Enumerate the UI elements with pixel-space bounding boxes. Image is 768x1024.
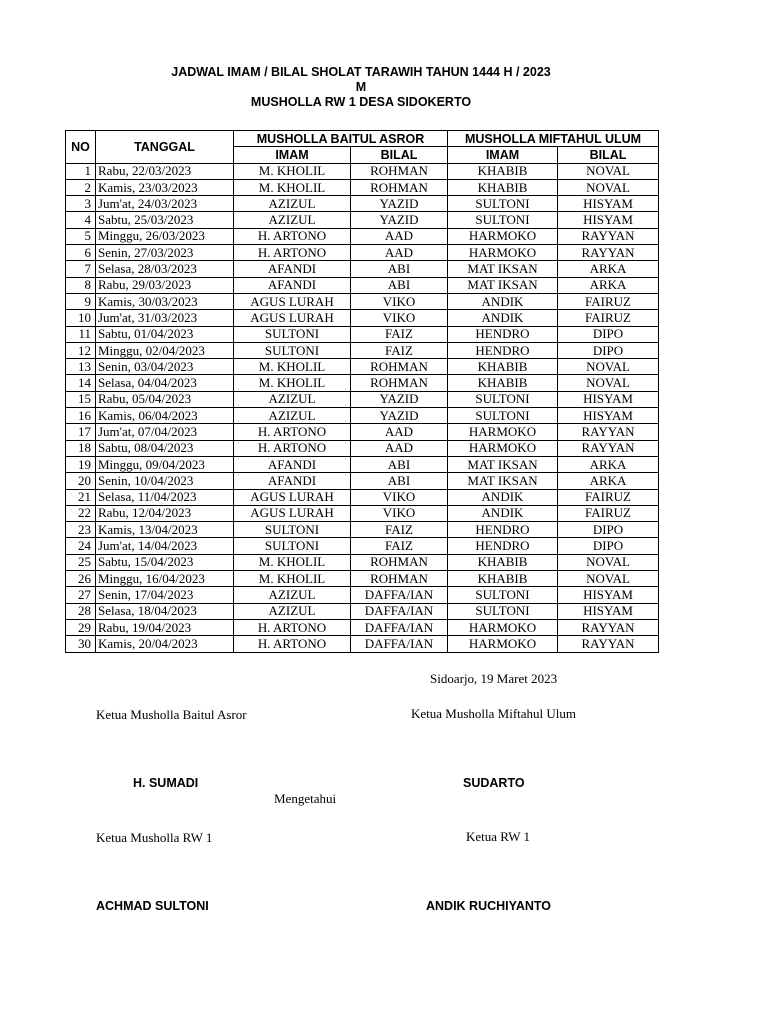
cell-imam-baitul-asror: H. ARTONO [234,440,351,456]
cell-bilal-miftahul-ulum: NOVAL [558,571,659,587]
cell-tanggal: Kamis, 23/03/2023 [96,179,234,195]
cell-bilal-baitul-asror: AAD [351,440,448,456]
cell-no: 13 [66,359,96,375]
cell-imam-baitul-asror: AZIZUL [234,212,351,228]
group-header-miftahul-ulum: MUSHOLLA MIFTAHUL ULUM [448,131,659,147]
schedule-body [66,163,659,652]
cell-imam-baitul-asror: SULTONI [234,522,351,538]
cell-imam-miftahul-ulum: HARMOKO [448,245,558,261]
cell-tanggal: Jum'at, 31/03/2023 [96,310,234,326]
cell-bilal-miftahul-ulum: NOVAL [558,359,659,375]
cell-imam-baitul-asror: H. ARTONO [234,619,351,635]
cell-imam-baitul-asror: AGUS LURAH [234,505,351,521]
cell-tanggal: Rabu, 29/03/2023 [96,277,234,293]
cell-tanggal: Selasa, 11/04/2023 [96,489,234,505]
table-row [66,587,659,603]
table-row [66,440,659,456]
table-row [66,293,659,309]
cell-imam-miftahul-ulum: MAT IKSAN [448,261,558,277]
cell-imam-miftahul-ulum: KHABIB [448,375,558,391]
column-header-imam-2: IMAM [448,147,558,163]
cell-bilal-miftahul-ulum: HISYAM [558,603,659,619]
cell-bilal-miftahul-ulum: NOVAL [558,375,659,391]
cell-bilal-miftahul-ulum: FAIRUZ [558,310,659,326]
cell-no: 17 [66,424,96,440]
cell-bilal-miftahul-ulum: FAIRUZ [558,293,659,309]
table-row [66,489,659,505]
cell-imam-baitul-asror: M. KHOLIL [234,554,351,570]
cell-imam-baitul-asror: SULTONI [234,538,351,554]
cell-imam-baitul-asror: AFANDI [234,473,351,489]
cell-tanggal: Senin, 17/04/2023 [96,587,234,603]
table-row [66,522,659,538]
cell-bilal-miftahul-ulum: ARKA [558,261,659,277]
cell-imam-miftahul-ulum: MAT IKSAN [448,277,558,293]
signer-name-miftahul-ulum: SUDARTO [463,776,525,790]
cell-no: 22 [66,505,96,521]
table-row [66,473,659,489]
cell-imam-miftahul-ulum: HARMOKO [448,636,558,652]
cell-tanggal: Minggu, 09/04/2023 [96,456,234,472]
cell-imam-baitul-asror: AGUS LURAH [234,310,351,326]
document-subtitle: MUSHOLLA RW 1 DESA SIDOKERTO [250,95,472,109]
cell-imam-baitul-asror: AZIZUL [234,408,351,424]
cell-imam-miftahul-ulum: HENDRO [448,342,558,358]
column-header-tanggal: TANGGAL [96,131,234,164]
cell-bilal-baitul-asror: AAD [351,424,448,440]
cell-imam-baitul-asror: SULTONI [234,326,351,342]
cell-tanggal: Minggu, 02/04/2023 [96,342,234,358]
cell-no: 28 [66,603,96,619]
signer-title-baitul-asror: Ketua Musholla Baitul Asror [96,707,247,722]
cell-bilal-miftahul-ulum: DIPO [558,538,659,554]
cell-imam-baitul-asror: AZIZUL [234,587,351,603]
cell-tanggal: Kamis, 13/04/2023 [96,522,234,538]
cell-bilal-baitul-asror: VIKO [351,310,448,326]
cell-imam-baitul-asror: AFANDI [234,261,351,277]
table-row [66,277,659,293]
cell-bilal-miftahul-ulum: ARKA [558,277,659,293]
table-row [66,391,659,407]
cell-bilal-baitul-asror: ROHMAN [351,571,448,587]
table-row [66,456,659,472]
cell-imam-miftahul-ulum: HENDRO [448,522,558,538]
table-row [66,375,659,391]
cell-imam-miftahul-ulum: SULTONI [448,212,558,228]
cell-no: 1 [66,163,96,179]
cell-imam-baitul-asror: M. KHOLIL [234,375,351,391]
cell-bilal-miftahul-ulum: RAYYAN [558,228,659,244]
place-date: Sidoarjo, 19 Maret 2023 [430,671,558,686]
document-title: JADWAL IMAM / BILAL SHOLAT TARAWIH TAHUN 1444 H / 2023 [171,65,551,79]
cell-tanggal: Kamis, 06/04/2023 [96,408,234,424]
cell-imam-baitul-asror: SULTONI [234,342,351,358]
cell-no: 27 [66,587,96,603]
cell-imam-miftahul-ulum: ANDIK [448,310,558,326]
cell-bilal-baitul-asror: DAFFA/IAN [351,636,448,652]
cell-bilal-baitul-asror: AAD [351,228,448,244]
cell-no: 15 [66,391,96,407]
cell-bilal-miftahul-ulum: NOVAL [558,554,659,570]
cell-imam-baitul-asror: AFANDI [234,456,351,472]
cell-tanggal: Jum'at, 24/03/2023 [96,196,234,212]
cell-bilal-miftahul-ulum: DIPO [558,522,659,538]
table-row [66,571,659,587]
cell-tanggal: Jum'at, 14/04/2023 [96,538,234,554]
cell-no: 2 [66,179,96,195]
cell-bilal-baitul-asror: VIKO [351,505,448,521]
cell-imam-baitul-asror: AZIZUL [234,196,351,212]
cell-bilal-baitul-asror: ABI [351,277,448,293]
cell-no: 14 [66,375,96,391]
cell-bilal-miftahul-ulum: NOVAL [558,179,659,195]
schedule-table [65,130,659,653]
cell-no: 20 [66,473,96,489]
signer-name-rw: ANDIK RUCHIYANTO [426,899,552,913]
column-header-bilal-2: BILAL [558,147,659,163]
signer-title-miftahul-ulum: Ketua Musholla Miftahul Ulum [411,706,577,721]
cell-bilal-baitul-asror: YAZID [351,391,448,407]
cell-imam-miftahul-ulum: ANDIK [448,489,558,505]
table-row [66,326,659,342]
cell-tanggal: Sabtu, 15/04/2023 [96,554,234,570]
document-title-suffix: M [355,80,367,94]
cell-bilal-baitul-asror: FAIZ [351,522,448,538]
cell-bilal-miftahul-ulum: HISYAM [558,408,659,424]
table-row [66,163,659,179]
cell-no: 4 [66,212,96,228]
cell-bilal-miftahul-ulum: DIPO [558,342,659,358]
table-row [66,228,659,244]
cell-no: 6 [66,245,96,261]
cell-imam-baitul-asror: H. ARTONO [234,636,351,652]
cell-imam-baitul-asror: AFANDI [234,277,351,293]
cell-tanggal: Selasa, 28/03/2023 [96,261,234,277]
cell-bilal-baitul-asror: FAIZ [351,538,448,554]
table-row [66,603,659,619]
cell-bilal-miftahul-ulum: DIPO [558,326,659,342]
table-row [66,619,659,635]
cell-no: 10 [66,310,96,326]
cell-imam-miftahul-ulum: HARMOKO [448,228,558,244]
cell-tanggal: Kamis, 30/03/2023 [96,293,234,309]
cell-imam-baitul-asror: AZIZUL [234,603,351,619]
cell-tanggal: Sabtu, 08/04/2023 [96,440,234,456]
cell-bilal-baitul-asror: ROHMAN [351,359,448,375]
cell-imam-miftahul-ulum: HENDRO [448,326,558,342]
cell-imam-miftahul-ulum: KHABIB [448,571,558,587]
table-row [66,636,659,652]
cell-imam-miftahul-ulum: HENDRO [448,538,558,554]
cell-tanggal: Rabu, 12/04/2023 [96,505,234,521]
cell-bilal-miftahul-ulum: HISYAM [558,212,659,228]
cell-tanggal: Kamis, 20/04/2023 [96,636,234,652]
table-row [66,196,659,212]
cell-bilal-miftahul-ulum: ARKA [558,456,659,472]
cell-no: 16 [66,408,96,424]
cell-tanggal: Senin, 27/03/2023 [96,245,234,261]
cell-imam-miftahul-ulum: KHABIB [448,163,558,179]
table-row [66,212,659,228]
cell-imam-baitul-asror: H. ARTONO [234,424,351,440]
table-row [66,179,659,195]
cell-tanggal: Selasa, 04/04/2023 [96,375,234,391]
table-row [66,359,659,375]
cell-bilal-miftahul-ulum: RAYYAN [558,440,659,456]
cell-no: 5 [66,228,96,244]
cell-tanggal: Senin, 10/04/2023 [96,473,234,489]
cell-imam-miftahul-ulum: ANDIK [448,505,558,521]
cell-bilal-miftahul-ulum: HISYAM [558,196,659,212]
cell-bilal-miftahul-ulum: HISYAM [558,391,659,407]
cell-no: 25 [66,554,96,570]
cell-bilal-baitul-asror: DAFFA/IAN [351,603,448,619]
cell-imam-miftahul-ulum: HARMOKO [448,440,558,456]
cell-no: 30 [66,636,96,652]
cell-imam-miftahul-ulum: ANDIK [448,293,558,309]
cell-imam-miftahul-ulum: HARMOKO [448,424,558,440]
cell-no: 12 [66,342,96,358]
cell-bilal-baitul-asror: ABI [351,261,448,277]
cell-no: 19 [66,456,96,472]
cell-imam-baitul-asror: AGUS LURAH [234,489,351,505]
cell-imam-miftahul-ulum: MAT IKSAN [448,456,558,472]
group-header-baitul-asror: MUSHOLLA BAITUL ASROR [234,131,448,147]
cell-no: 18 [66,440,96,456]
cell-bilal-miftahul-ulum: RAYYAN [558,636,659,652]
cell-bilal-miftahul-ulum: FAIRUZ [558,489,659,505]
cell-bilal-miftahul-ulum: NOVAL [558,163,659,179]
cell-bilal-miftahul-ulum: FAIRUZ [558,505,659,521]
cell-bilal-baitul-asror: ROHMAN [351,179,448,195]
cell-imam-baitul-asror: H. ARTONO [234,228,351,244]
table-row [66,261,659,277]
cell-bilal-miftahul-ulum: HISYAM [558,587,659,603]
cell-imam-miftahul-ulum: SULTONI [448,587,558,603]
cell-imam-miftahul-ulum: SULTONI [448,603,558,619]
cell-imam-baitul-asror: M. KHOLIL [234,179,351,195]
cell-bilal-baitul-asror: ROHMAN [351,554,448,570]
column-header-bilal-1: BILAL [351,147,448,163]
cell-bilal-baitul-asror: AAD [351,245,448,261]
cell-tanggal: Minggu, 16/04/2023 [96,571,234,587]
table-row [66,505,659,521]
cell-bilal-baitul-asror: DAFFA/IAN [351,587,448,603]
cell-bilal-baitul-asror: YAZID [351,212,448,228]
cell-imam-baitul-asror: M. KHOLIL [234,359,351,375]
cell-bilal-baitul-asror: FAIZ [351,326,448,342]
cell-no: 9 [66,293,96,309]
cell-bilal-baitul-asror: DAFFA/IAN [351,619,448,635]
cell-bilal-miftahul-ulum: RAYYAN [558,424,659,440]
cell-tanggal: Jum'at, 07/04/2023 [96,424,234,440]
cell-tanggal: Rabu, 22/03/2023 [96,163,234,179]
table-row [66,310,659,326]
cell-imam-baitul-asror: M. KHOLIL [234,571,351,587]
cell-tanggal: Selasa, 18/04/2023 [96,603,234,619]
cell-bilal-baitul-asror: YAZID [351,196,448,212]
cell-tanggal: Sabtu, 01/04/2023 [96,326,234,342]
table-row [66,245,659,261]
cell-no: 7 [66,261,96,277]
column-header-imam-1: IMAM [234,147,351,163]
cell-tanggal: Rabu, 05/04/2023 [96,391,234,407]
signer-title-musholla-rw: Ketua Musholla RW 1 [96,830,213,845]
cell-tanggal: Sabtu, 25/03/2023 [96,212,234,228]
table-row [66,554,659,570]
cell-no: 11 [66,326,96,342]
cell-no: 8 [66,277,96,293]
cell-bilal-baitul-asror: ABI [351,473,448,489]
acknowledged-label: Mengetahui [274,791,337,806]
cell-imam-miftahul-ulum: SULTONI [448,408,558,424]
cell-bilal-miftahul-ulum: RAYYAN [558,619,659,635]
cell-no: 26 [66,571,96,587]
cell-bilal-baitul-asror: ROHMAN [351,375,448,391]
cell-imam-miftahul-ulum: KHABIB [448,359,558,375]
cell-no: 3 [66,196,96,212]
cell-imam-miftahul-ulum: SULTONI [448,391,558,407]
cell-bilal-baitul-asror: ABI [351,456,448,472]
signer-name-baitul-asror: H. SUMADI [133,776,199,790]
cell-imam-miftahul-ulum: KHABIB [448,179,558,195]
table-row [66,424,659,440]
cell-no: 24 [66,538,96,554]
signer-name-musholla-rw: ACHMAD SULTONI [96,899,209,913]
cell-no: 23 [66,522,96,538]
table-row [66,342,659,358]
table-row [66,538,659,554]
cell-imam-miftahul-ulum: SULTONI [448,196,558,212]
cell-imam-baitul-asror: H. ARTONO [234,245,351,261]
cell-tanggal: Senin, 03/04/2023 [96,359,234,375]
cell-bilal-miftahul-ulum: RAYYAN [558,245,659,261]
cell-imam-miftahul-ulum: HARMOKO [448,619,558,635]
cell-tanggal: Rabu, 19/04/2023 [96,619,234,635]
cell-no: 21 [66,489,96,505]
cell-bilal-baitul-asror: VIKO [351,293,448,309]
cell-imam-miftahul-ulum: MAT IKSAN [448,473,558,489]
cell-no: 29 [66,619,96,635]
cell-bilal-baitul-asror: VIKO [351,489,448,505]
cell-imam-miftahul-ulum: KHABIB [448,554,558,570]
cell-bilal-baitul-asror: ROHMAN [351,163,448,179]
column-header-no: NO [66,131,96,164]
cell-bilal-baitul-asror: FAIZ [351,342,448,358]
cell-bilal-miftahul-ulum: ARKA [558,473,659,489]
cell-imam-baitul-asror: AZIZUL [234,391,351,407]
table-row [66,408,659,424]
cell-imam-baitul-asror: AGUS LURAH [234,293,351,309]
cell-tanggal: Minggu, 26/03/2023 [96,228,234,244]
cell-imam-baitul-asror: M. KHOLIL [234,163,351,179]
signer-title-rw: Ketua RW 1 [466,829,531,844]
cell-bilal-baitul-asror: YAZID [351,408,448,424]
